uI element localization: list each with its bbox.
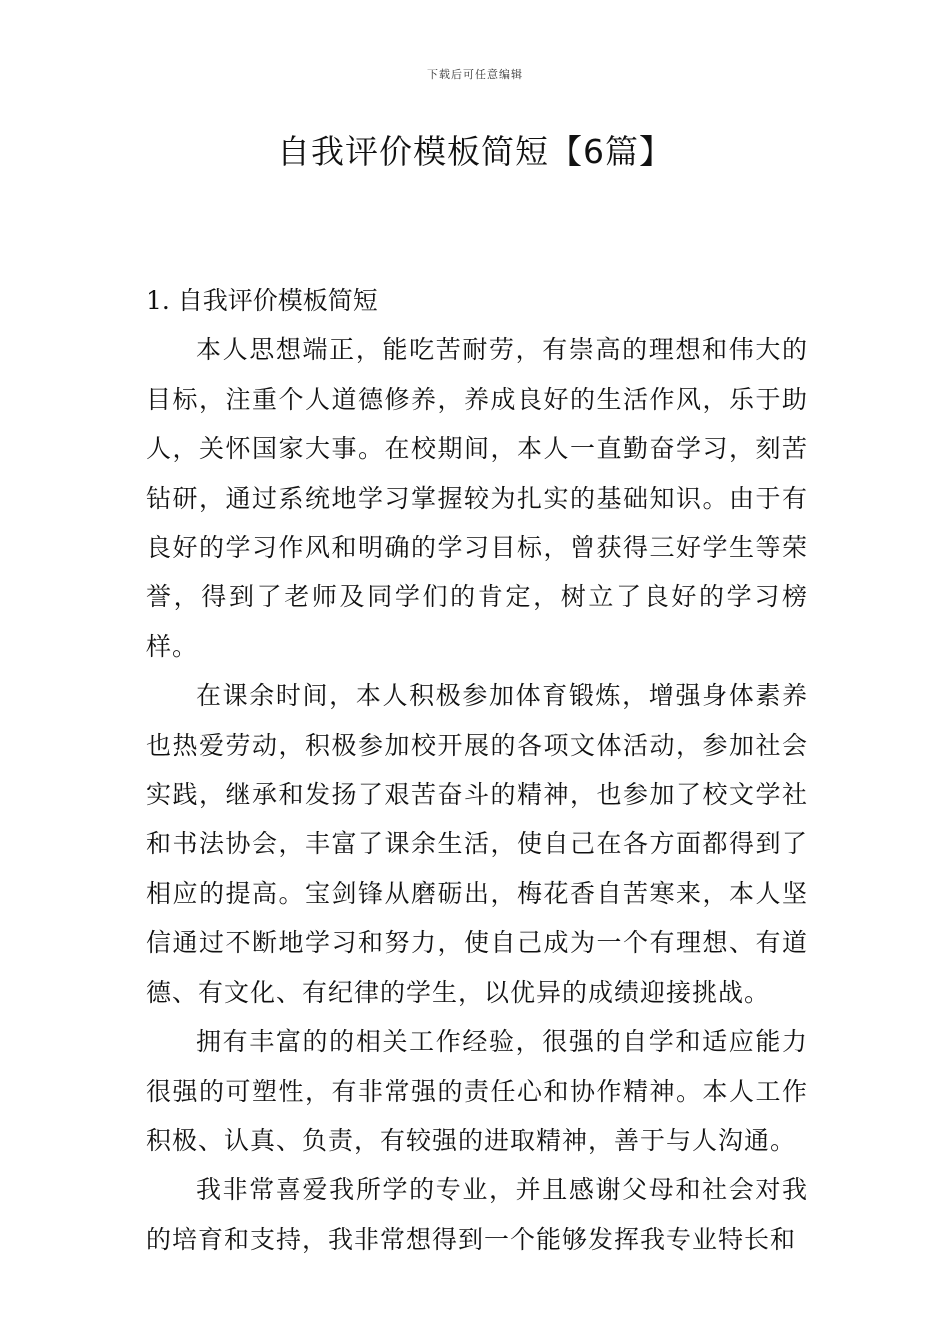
paragraph: 我非常喜爱我所学的专业，并且感谢父母和社会对我的培育和支持，我非常想得到一个能够发挥我专业特长和: [146, 1175, 808, 1254]
section-heading: 1. 自我评价模板简短: [146, 286, 378, 315]
paragraph: 本人思想端正，能吃苦耐劳，有崇高的理想和伟大的目标，注重个人道德修养，养成良好的生活作风，乐于助人，关怀国家大事。在校期间，本人一直勤奋学习，刻苦钻研，通过系统地学习掌握较为扎实的基础知识。由于有良好的学习作风和明确的学习目标，曾获得三好学生等荣誉，得到了老师及同学们的肯定，树立了良好的学习榜样。: [146, 335, 808, 661]
document-title: 自我评价模板简短【6篇】: [277, 132, 673, 171]
document-body: [146, 276, 808, 1264]
paragraph: 在课余时间，本人积极参加体育锻炼，增强身体素养也热爱劳动，积极参加校开展的各项文体活动，参加社会实践，继承和发扬了艰苦奋斗的精神，也参加了校文学社和书法协会，丰富了课余生活，使自己在各方面都得到了相应的提高。宝剑锋从磨砺出，梅花香自苦寒来，本人坚信通过不断地学习和努力，使自己成为一个有理想、有道德、有文化、有纪律的学生，以优异的成绩迎接挑战。: [146, 681, 808, 1007]
header-note: 下载后可任意编辑: [427, 68, 523, 81]
paragraph: 拥有丰富的的相关工作经验，很强的自学和适应能力很强的可塑性，有非常强的责任心和协作精神。本人工作积极、认真、负责，有较强的进取精神，善于与人沟通。: [146, 1027, 808, 1155]
